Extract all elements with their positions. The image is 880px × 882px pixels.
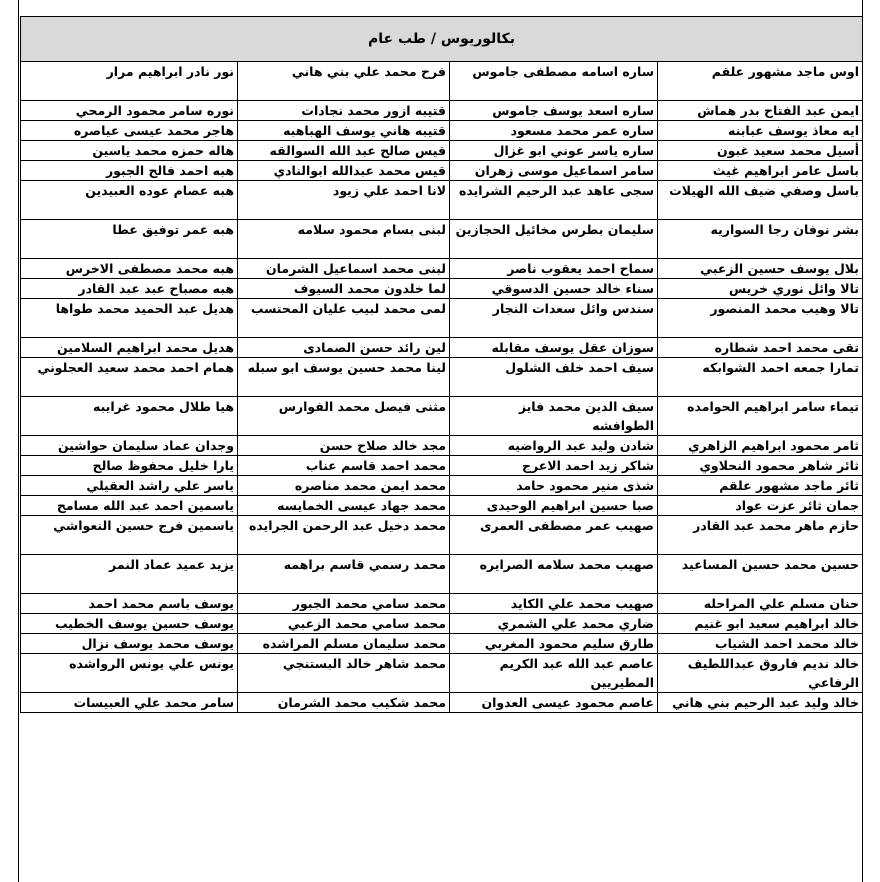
student-name-cell: عاصم محمود عيسى العدوان bbox=[450, 693, 658, 713]
student-name-cell: سندس وائل سعدات النجار bbox=[450, 299, 658, 338]
student-name-cell: لينا محمد حسين يوسف ابو سبله bbox=[238, 358, 450, 397]
student-name-cell: لمى محمد لبيب عليان المحتسب bbox=[238, 299, 450, 338]
student-name-cell: تالا وهيب محمد المنصور bbox=[658, 299, 863, 338]
student-name-cell: يارا خليل محفوظ صالح bbox=[21, 456, 238, 476]
student-name-cell: شادن وليد عبد الرواضيه bbox=[450, 436, 658, 456]
page-border-left bbox=[18, 0, 19, 882]
student-name-cell: سماح احمد يعقوب ناصر bbox=[450, 259, 658, 279]
student-name-cell: سجى عاهد عبد الرحيم الشرايده bbox=[450, 181, 658, 220]
student-name-cell: محمد شكيب محمد الشرمان bbox=[238, 693, 450, 713]
student-name-cell: حسين محمد حسين المساعيد bbox=[658, 555, 863, 594]
student-name-cell: يوسف باسم محمد احمد bbox=[21, 594, 238, 614]
student-name-cell: جمان ثائر عزت عواد bbox=[658, 496, 863, 516]
roster-body bbox=[21, 62, 863, 713]
student-name-cell: بلال يوسف حسين الزعبي bbox=[658, 259, 863, 279]
student-name-cell: خالد وليد عبد الرحيم بني هاني bbox=[658, 693, 863, 713]
student-name-cell: لبنى محمد اسماعيل الشرمان bbox=[238, 259, 450, 279]
student-name-cell: سيف احمد خلف الشلول bbox=[450, 358, 658, 397]
student-name-cell: محمد دخيل عبد الرحمن الجرايده bbox=[238, 516, 450, 555]
student-name-cell: محمد سامي محمد الزعبي bbox=[238, 614, 450, 634]
student-name-cell: تالا وائل نوري خريس bbox=[658, 279, 863, 299]
student-name-cell: ساره اسامه مصطفى جاموس bbox=[450, 62, 658, 101]
table-row bbox=[21, 397, 863, 436]
student-name-cell: يوسف محمد يوسف نزال bbox=[21, 634, 238, 654]
student-name-cell: نوره سامر محمود الرمحي bbox=[21, 101, 238, 121]
table-row bbox=[21, 141, 863, 161]
table-row bbox=[21, 594, 863, 614]
student-name-cell: قيس صالح عبد الله السوالقه bbox=[238, 141, 450, 161]
student-name-cell: سيف الدين محمد فايز الطوافشه bbox=[450, 397, 658, 436]
table-row bbox=[21, 654, 863, 693]
student-name-cell: مثنى فيصل محمد الفوارس bbox=[238, 397, 450, 436]
student-name-cell: هبه احمد فالح الجبور bbox=[21, 161, 238, 181]
student-name-cell: محمد رسمي قاسم براهمه bbox=[238, 555, 450, 594]
student-name-cell: محمد احمد قاسم عناب bbox=[238, 456, 450, 476]
student-name-cell: صهيب محمد علي الكايد bbox=[450, 594, 658, 614]
student-name-cell: هديل محمد ابراهيم السلامين bbox=[21, 338, 238, 358]
student-name-cell: تمارا جمعه احمد الشوابكه bbox=[658, 358, 863, 397]
table-row bbox=[21, 614, 863, 634]
student-name-cell: قتيبه ازور محمد نجادات bbox=[238, 101, 450, 121]
student-name-cell: ايه معاذ يوسف عبابنه bbox=[658, 121, 863, 141]
table-row bbox=[21, 259, 863, 279]
student-name-cell: ياسمين فرج حسين النعواشي bbox=[21, 516, 238, 555]
table-row bbox=[21, 220, 863, 259]
student-name-cell: هاله حمزه محمد ياسين bbox=[21, 141, 238, 161]
table-row bbox=[21, 161, 863, 181]
table-row bbox=[21, 121, 863, 141]
table-row bbox=[21, 516, 863, 555]
student-name-cell: لانا احمد علي زيود bbox=[238, 181, 450, 220]
table-row bbox=[21, 279, 863, 299]
student-name-cell: هبه مصباح عبد عبد القادر bbox=[21, 279, 238, 299]
student-roster-table bbox=[20, 16, 863, 713]
student-name-cell: محمد سليمان مسلم المراشده bbox=[238, 634, 450, 654]
student-name-cell: طارق سليم محمود المغربي bbox=[450, 634, 658, 654]
student-name-cell: يوسف حسين يوسف الخطيب bbox=[21, 614, 238, 634]
student-name-cell: ساره عمر محمد مسعود bbox=[450, 121, 658, 141]
student-name-cell: قتيبه هاني يوسف الهباهبه bbox=[238, 121, 450, 141]
student-name-cell: هديل عبد الحميد محمد طواها bbox=[21, 299, 238, 338]
student-name-cell: ثائر ماجد مشهور علقم bbox=[658, 476, 863, 496]
table-row bbox=[21, 299, 863, 338]
table-row bbox=[21, 358, 863, 397]
student-name-cell: وجدان عماد سليمان حواشين bbox=[21, 436, 238, 456]
student-name-cell: فرح محمد علي بني هاني bbox=[238, 62, 450, 101]
student-name-cell: حنان مسلم علي المراحله bbox=[658, 594, 863, 614]
student-name-cell: سليمان بطرس مخائيل الحجازين bbox=[450, 220, 658, 259]
table-row bbox=[21, 338, 863, 358]
table-row bbox=[21, 456, 863, 476]
table-row bbox=[21, 476, 863, 496]
student-name-cell: باسل عامر ابراهيم غيث bbox=[658, 161, 863, 181]
student-name-cell: سامر محمد علي العبيسات bbox=[21, 693, 238, 713]
table-row bbox=[21, 436, 863, 456]
student-name-cell: يزيد عميد عماد النمر bbox=[21, 555, 238, 594]
student-name-cell: ضاري محمد علي الشمري bbox=[450, 614, 658, 634]
table-row bbox=[21, 496, 863, 516]
student-name-cell: سوزان عقل يوسف مقابله bbox=[450, 338, 658, 358]
student-name-cell: أسيل محمد سعيد غبون bbox=[658, 141, 863, 161]
student-name-cell: صهيب عمر مصطفى العمرى bbox=[450, 516, 658, 555]
student-name-cell: هبه محمد مصطفى الاخرس bbox=[21, 259, 238, 279]
student-name-cell: سناء خالد حسين الدسوقي bbox=[450, 279, 658, 299]
table-row bbox=[21, 634, 863, 654]
student-name-cell: همام احمد محمد سعيد العجلوني bbox=[21, 358, 238, 397]
table-row bbox=[21, 62, 863, 101]
student-name-cell: هبه عصام عوده العبيدين bbox=[21, 181, 238, 220]
student-name-cell: صهيب محمد سلامه الصرايره bbox=[450, 555, 658, 594]
table-title: بكالوريوس / طب عام bbox=[21, 17, 863, 62]
student-name-cell: هيا طلال محمود غرايبه bbox=[21, 397, 238, 436]
student-name-cell: محمد جهاد عيسى الخمايسه bbox=[238, 496, 450, 516]
student-name-cell: حازم ماهر محمد عبد القادر bbox=[658, 516, 863, 555]
student-name-cell: لين رائد حسن الصمادى bbox=[238, 338, 450, 358]
student-name-cell: ياسمين احمد عبد الله مسامح bbox=[21, 496, 238, 516]
table-row bbox=[21, 555, 863, 594]
student-name-cell: يونس علي يونس الرواشده bbox=[21, 654, 238, 693]
student-name-cell: ساره ياسر عوني ابو غزال bbox=[450, 141, 658, 161]
student-name-cell: خالد نديم فاروق عبداللطيف الرفاعي bbox=[658, 654, 863, 693]
student-name-cell: هاجر محمد عيسى عياصره bbox=[21, 121, 238, 141]
table-row bbox=[21, 693, 863, 713]
table-row bbox=[21, 181, 863, 220]
student-name-cell: تيماء سامر ابراهيم الحوامده bbox=[658, 397, 863, 436]
student-name-cell: ياسر علي راشد العقيلي bbox=[21, 476, 238, 496]
student-name-cell: لما خلدون محمد السيوف bbox=[238, 279, 450, 299]
student-name-cell: قيس محمد عبدالله ابوالنادي bbox=[238, 161, 450, 181]
student-name-cell: ثامر محمود ابراهيم الزاهري bbox=[658, 436, 863, 456]
student-name-cell: ساره اسعد يوسف جاموس bbox=[450, 101, 658, 121]
student-name-cell: محمد ايمن محمد مناصره bbox=[238, 476, 450, 496]
student-name-cell: خالد ابراهيم سعيد ابو غنيم bbox=[658, 614, 863, 634]
student-name-cell: نور نادر ابراهيم مرار bbox=[21, 62, 238, 101]
student-name-cell: محمد شاهر خالد البستنجي bbox=[238, 654, 450, 693]
student-name-cell: خالد محمد احمد الشياب bbox=[658, 634, 863, 654]
student-name-cell: سامر اسماعيل موسى زهران bbox=[450, 161, 658, 181]
student-name-cell: لبنى بسام محمود سلامه bbox=[238, 220, 450, 259]
student-name-cell: بشر نوفان رجا السواريه bbox=[658, 220, 863, 259]
student-name-cell: هبه عمر توفيق عطا bbox=[21, 220, 238, 259]
student-name-cell: عاصم عبد الله عبد الكريم المطيريين bbox=[450, 654, 658, 693]
student-name-cell: اوس ماجد مشهور علقم bbox=[658, 62, 863, 101]
student-name-cell: شاكر زيد احمد الاعرج bbox=[450, 456, 658, 476]
student-name-cell: ايمن عبد الفتاح بدر هماش bbox=[658, 101, 863, 121]
student-name-cell: محمد سامي محمد الجبور bbox=[238, 594, 450, 614]
student-name-cell: مجد خالد صلاح حسن bbox=[238, 436, 450, 456]
student-name-cell: شذى منير محمود حامد bbox=[450, 476, 658, 496]
student-name-cell: باسل وصفي ضيف الله الهيلات bbox=[658, 181, 863, 220]
table-row bbox=[21, 101, 863, 121]
student-name-cell: تقى محمد احمد شطاره bbox=[658, 338, 863, 358]
student-name-cell: ثائر شاهر محمود النحلاوي bbox=[658, 456, 863, 476]
document-sheet bbox=[18, 0, 863, 882]
student-name-cell: صبا حسين ابراهيم الوحيدى bbox=[450, 496, 658, 516]
